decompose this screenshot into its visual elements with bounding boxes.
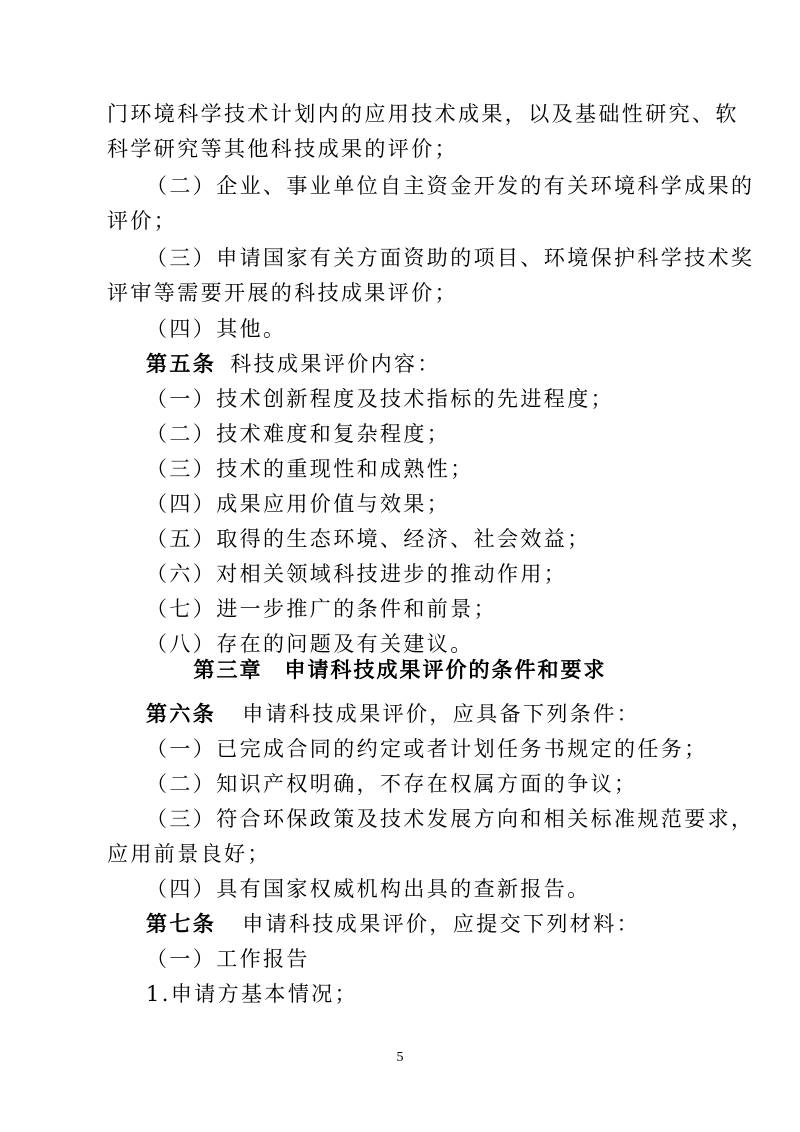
list-item: （四）具有国家权威机构出具的查新报告。 — [146, 877, 591, 901]
list-item: （六）对相关领域科技进步的推动作用； — [146, 562, 568, 586]
paragraph-line: 应用前景良好； — [107, 842, 271, 866]
article-line — [146, 911, 640, 937]
list-item: （五）取得的生态环境、经济、社会效益； — [146, 527, 591, 551]
paragraph-line: 门环境科学技术计划内的应用技术成果，以及基础性研究、软 — [107, 102, 739, 126]
page-number: 5 — [396, 1050, 404, 1065]
list-item: （一）工作报告 — [146, 947, 310, 971]
list-item: （四）成果应用价值与效果； — [146, 492, 451, 516]
paragraph-line: 科学研究等其他科技成果的评价； — [107, 137, 458, 161]
article-label: 第七条 — [146, 911, 217, 936]
article-text: 申请科技成果评价，应提交下列材料： — [242, 912, 641, 936]
list-item: （七）进一步推广的条件和前景； — [146, 597, 497, 621]
list-item: （一）已完成合同的约定或者计划任务书规定的任务； — [146, 737, 708, 761]
list-item: （三）符合环保政策及技术发展方向和相关标准规范要求， — [146, 807, 755, 831]
list-item: （一）技术创新程度及技术指标的先进程度； — [146, 387, 614, 411]
article-line — [146, 351, 441, 377]
article-label: 第五条 — [146, 351, 217, 376]
paragraph-line: （四）其他。 — [146, 317, 287, 341]
chapter-title: 申请科技成果评价的条件和要求 — [284, 657, 607, 682]
chapter-number: 第三章 — [193, 657, 263, 682]
paragraph-line: 评审等需要开展的科技成果评价； — [107, 281, 458, 305]
article-text: 申请科技成果评价，应具备下列条件： — [242, 702, 641, 726]
paragraph-line: （三）申请国家有关方面资助的项目、环境保护科学技术奖 — [146, 246, 755, 270]
article-label: 第六条 — [146, 701, 217, 726]
list-item: （三）技术的重现性和成熟性； — [146, 457, 474, 481]
list-item: （八）存在的问题及有关建议。 — [146, 632, 474, 656]
paragraph-line: 评价； — [107, 209, 178, 233]
chapter-heading — [0, 657, 800, 683]
paragraph-line: （二）企业、事业单位自主资金开发的有关环境科学成果的 — [146, 174, 755, 198]
article-text: 科技成果评价内容： — [230, 352, 441, 376]
list-item: 1.申请方基本情况； — [146, 982, 359, 1006]
article-line — [146, 701, 640, 727]
list-item: （二）知识产权明确，不存在权属方面的争议； — [146, 772, 638, 796]
list-item: （二）技术难度和复杂程度； — [146, 422, 451, 446]
